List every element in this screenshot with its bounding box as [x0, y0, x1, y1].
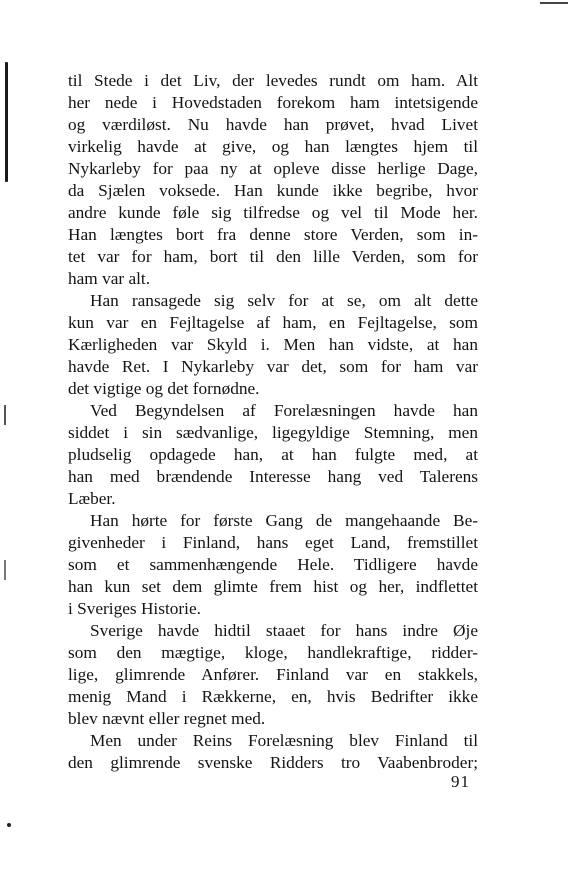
text-line: kun var en Fejltagelse af ham, en Fejltagelse, som [68, 313, 478, 332]
body-text [68, 70, 478, 774]
text-line: den glimrende svenske Ridders tro Vaabenbroder; [68, 753, 478, 772]
text-line: andre kunde føle sig tilfredse og vel til Mode her. [68, 203, 478, 222]
text-line: Ved Begyndelsen af Forelæsningen havde han [90, 401, 478, 420]
text-line: han med brændende Interesse hang ved Talerens [68, 467, 478, 486]
text-line: til Stede i det Liv, der levedes rundt om ham. Alt [68, 71, 478, 90]
text-line: givenheder i Finland, hans eget Land, fremstillet [68, 533, 478, 552]
scan-edge-mark [5, 62, 8, 182]
text-line: det vigtige og det fornødne. [68, 379, 260, 398]
text-line: Men under Reins Forelæsning blev Finland til [90, 731, 478, 750]
text-line: tet var for ham, bort til den lille Verden, som for [68, 247, 478, 266]
text-line: Han længtes bort fra denne store Verden, som in- [68, 225, 478, 244]
text-line: i Sveriges Historie. [68, 599, 201, 618]
text-line: lige, glimrende Anfører. Finland var en stakkels, [68, 665, 478, 684]
text-line: Kærligheden var Skyld i. Men han vidste, at han [68, 335, 478, 354]
text-line: havde Ret. I Nykarleby var det, som for ham var [68, 357, 478, 376]
text-line: menig Mand i Rækkerne, en, hvis Bedrifter ikke [68, 687, 478, 706]
text-line: som et sammenhængende Hele. Tidligere havde [68, 555, 478, 574]
text-line: han kun set dem glimte frem hist og her, indflettet [68, 577, 478, 596]
text-line: Han hørte for første Gang de mangehaande Be- [90, 511, 478, 530]
scan-edge-mark [540, 2, 568, 4]
text-line: ham var alt. [68, 269, 151, 288]
text-line: og værdiløst. Nu havde han prøvet, hvad Livet [68, 115, 478, 134]
scan-edge-mark [4, 405, 6, 425]
text-line: her nede i Hovedstaden forekom ham intetsigende [68, 93, 478, 112]
text-line: Han ransagede sig selv for at se, om alt dette [90, 291, 478, 310]
text-line: Læber. [68, 489, 116, 508]
text-line: pludselig opdagede han, at han fulgte med, at [68, 445, 478, 464]
scan-edge-mark [4, 560, 6, 580]
text-line: Sverige havde hidtil staaet for hans indre Øje [90, 621, 478, 640]
scan-dot [7, 823, 11, 827]
text-line: blev nævnt eller regnet med. [68, 709, 266, 728]
text-line: da Sjælen voksede. Han kunde ikke begribe, hvor [68, 181, 478, 200]
text-line: Nykarleby for paa ny at opleve disse herlige Dage, [68, 159, 478, 178]
text-line: siddet i sin sædvanlige, ligegyldige Stemning, men [68, 423, 478, 442]
page-number: 91 [451, 772, 470, 791]
text-line: som den mægtige, kloge, handlekraftige, ridder- [68, 643, 478, 662]
text-line: virkelig havde at give, og han længtes hjem til [68, 137, 478, 156]
